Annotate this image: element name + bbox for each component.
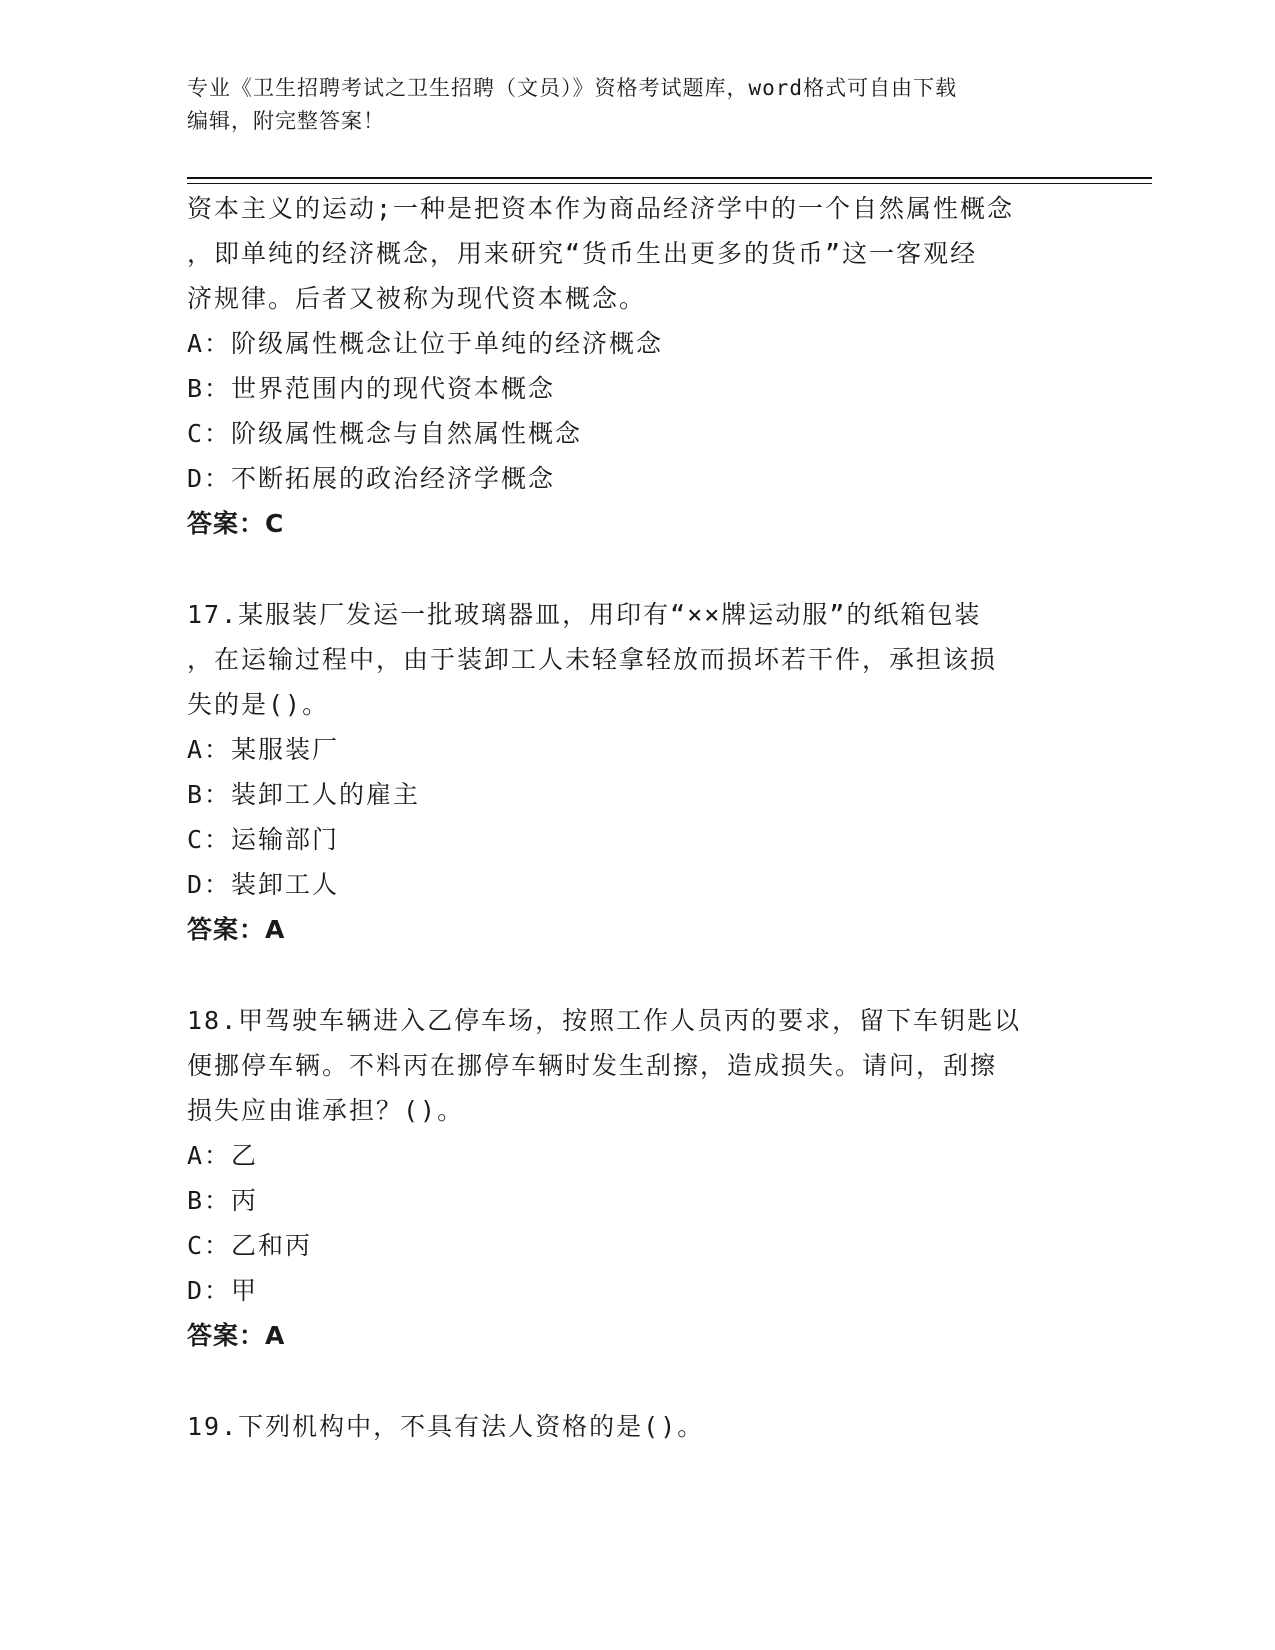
answer-label: 答案：A xyxy=(187,915,286,944)
option-a: A：乙 xyxy=(187,1141,259,1170)
answer-label: 答案：C xyxy=(187,509,285,538)
question-text-line: 19.下列机构中，不具有法人资格的是()。 xyxy=(187,1412,705,1441)
question-text-line: 济规律。后者又被称为现代资本概念。 xyxy=(187,284,647,313)
question-text-line: ，即单纯的经济概念，用来研究“货币生出更多的货币”这一客观经 xyxy=(187,239,978,268)
question-content xyxy=(187,186,1087,1449)
question-text-line: 18.甲驾驶车辆进入乙停车场，按照工作人员丙的要求，留下车钥匙以 xyxy=(187,1006,1022,1035)
question-text-line: 资本主义的运动;一种是把资本作为商品经济学中的一个自然属性概念 xyxy=(187,194,1015,223)
spacer xyxy=(187,547,1087,592)
option-b: B：装卸工人的雇主 xyxy=(187,780,421,809)
option-c: C：运输部门 xyxy=(187,825,340,854)
spacer xyxy=(187,1359,1087,1404)
question-text-line: ，在运输过程中，由于装卸工人未轻拿轻放而损坏若干件，承担该损 xyxy=(187,645,998,674)
question-text-line: 损失应由谁承担？()。 xyxy=(187,1096,465,1125)
option-a: A：阶级属性概念让位于单纯的经济概念 xyxy=(187,329,664,358)
header-rule-thin xyxy=(187,183,1152,184)
question-text-line: 便挪停车辆。不料丙在挪停车辆时发生刮擦，造成损失。请问，刮擦 xyxy=(187,1051,998,1080)
option-d: D：不断拓展的政治经济学概念 xyxy=(187,464,556,493)
question-19 xyxy=(187,1404,1087,1449)
option-d: D：装卸工人 xyxy=(187,870,340,899)
question-text-line: 失的是()。 xyxy=(187,690,330,719)
question-text-line: 17.某服装厂发运一批玻璃器皿，用印有“××牌运动服”的纸箱包装 xyxy=(187,600,982,629)
header-rule-thick xyxy=(187,177,1152,179)
answer-label: 答案：A xyxy=(187,1321,286,1350)
header-line-1: 专业《卫生招聘考试之卫生招聘（文员）》资格考试题库，word格式可自由下载 xyxy=(187,76,958,100)
spacer xyxy=(187,953,1087,998)
question-17 xyxy=(187,592,1087,953)
option-b: B：丙 xyxy=(187,1186,259,1215)
option-c: C：阶级属性概念与自然属性概念 xyxy=(187,419,583,448)
option-b: B：世界范围内的现代资本概念 xyxy=(187,374,556,403)
question-16-continuation xyxy=(187,186,1087,547)
question-18 xyxy=(187,998,1087,1359)
document-header xyxy=(187,72,1077,138)
header-line-2: 编辑，附完整答案！ xyxy=(187,109,385,133)
option-d: D：甲 xyxy=(187,1276,259,1305)
option-c: C：乙和丙 xyxy=(187,1231,313,1260)
option-a: A：某服装厂 xyxy=(187,735,340,764)
